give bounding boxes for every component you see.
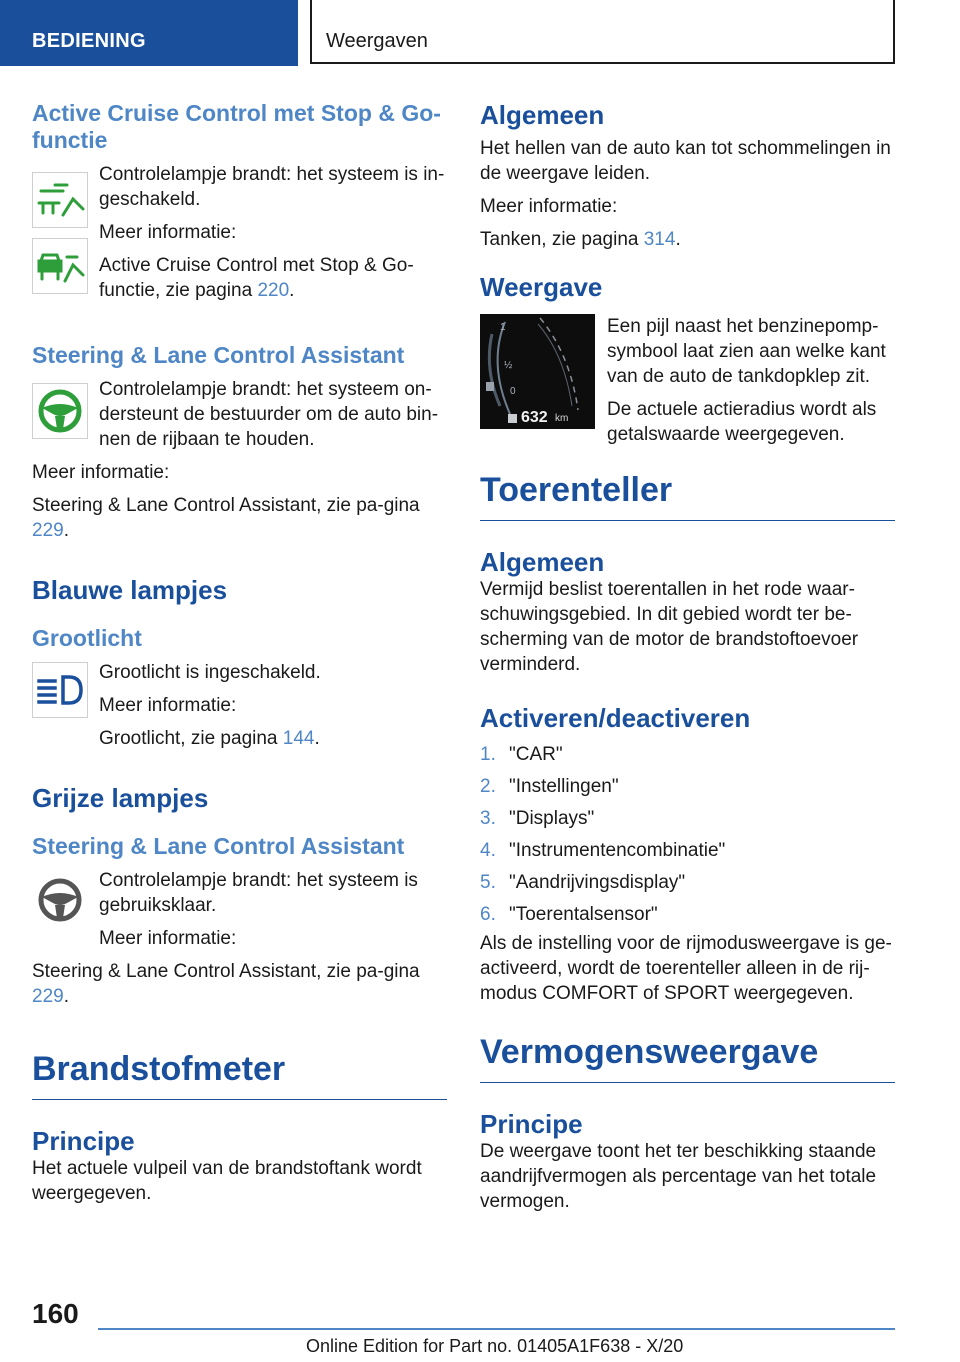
chapter-title: Weergaven: [326, 30, 428, 52]
steering-wheel-grey-icon: [32, 872, 88, 928]
step-text: "CAR": [509, 744, 563, 765]
power-principle-text: De weergave toont het ter beschikking staande aandrijfvermogen als percentage van het totale vermogen.: [480, 1141, 877, 1212]
slca-ref: Steering & Lane Control Assistant, zie pa-gina 229.: [32, 495, 420, 541]
grey-slca-page-link[interactable]: 229: [32, 986, 64, 1007]
gauge-half-mark: ½: [504, 360, 513, 371]
fuel-gauge-image: [480, 314, 595, 429]
step-text: "Displays": [509, 808, 595, 829]
left-column: [32, 100, 447, 1206]
rev-mode-text: Als de instelling voor de rijmodusweergave is ge-activeerd, wordt de toerenteller alleen in de rij-modus COMFORT of SPORT weergegeven.: [480, 933, 892, 1004]
high-beam-heading: Grootlicht: [32, 625, 142, 651]
list-item: [480, 771, 895, 803]
grey-slca-more: Meer informatie:: [99, 928, 237, 949]
section-tab: [0, 0, 298, 66]
right-column: [480, 100, 895, 1214]
acc-block: [32, 162, 447, 302]
slca-page-link[interactable]: 229: [32, 520, 64, 541]
step-number: 6.: [480, 904, 496, 925]
blue-heading: Blauwe lampjes: [32, 575, 228, 605]
fuel-principle-text: Het actuele vulpeil van de brandstoftank wordt weergegeven.: [32, 1158, 422, 1204]
grey-slca-text: Controlelampje brandt: het systeem is gebruiksklaar.: [99, 870, 418, 916]
display-heading: Weergave: [480, 272, 603, 302]
activate-heading: Activeren/deactiveren: [480, 703, 751, 733]
high-beam-text: Grootlicht is ingeschakeld.: [99, 662, 321, 683]
section-title: BEDIENING: [32, 30, 146, 52]
grey-slca-ref: Steering & Lane Control Assistant, zie pa-gina 229.: [32, 961, 420, 1007]
general-more: Meer informatie:: [480, 196, 618, 217]
gauge-range-value: 632: [521, 409, 548, 426]
chapter-tab: [310, 0, 895, 64]
gauge-range-unit: km: [555, 413, 569, 424]
list-item: [480, 739, 895, 771]
acc-text: Controlelampje brandt: het systeem is in-geschakeld.: [99, 164, 445, 210]
high-beam-page-link[interactable]: 144: [282, 728, 315, 749]
general-text: Het hellen van de auto kan tot schommelingen in de weergave leiden.: [480, 138, 891, 184]
grey-slca-heading: Steering & Lane Control Assistant: [32, 833, 405, 859]
slca-heading: Steering & Lane Control Assistant: [32, 342, 405, 368]
step-number: 3.: [480, 808, 496, 829]
rev-general-heading: Algemeen: [480, 547, 605, 577]
steps-list: [480, 739, 895, 931]
acc-active-icon: [32, 238, 88, 294]
footer-divider: [98, 1328, 895, 1330]
rev-counter-heading: Toerenteller: [480, 470, 895, 521]
acc-heading: Active Cruise Control met Stop & Go-functie: [32, 100, 441, 153]
slca-more: Meer informatie:: [32, 462, 170, 483]
step-text: "Toerentalsensor": [509, 904, 658, 925]
list-item: [480, 803, 895, 835]
page-number: 160: [32, 1298, 79, 1329]
gauge-full-mark: 1: [500, 322, 506, 333]
acc-icon: [32, 172, 88, 228]
step-text: "Instellingen": [509, 776, 619, 797]
general-page-link[interactable]: 314: [643, 229, 676, 250]
steering-wheel-icon: [32, 383, 88, 439]
slca-text: Controlelampje brandt: het systeem on-dersteunt de bestuurder om de auto bin-nen de rijbaan te houden.: [99, 379, 439, 450]
high-beam-ref: Grootlicht, zie pagina 144.: [99, 728, 320, 749]
general-ref: Tanken, zie pagina 314.: [480, 229, 681, 250]
display-text-1: Een pijl naast het benzinepomp-symbool laat zien aan welke kant van de auto de tankdopklep zit.: [607, 316, 886, 387]
step-number: 1.: [480, 744, 496, 765]
step-text: "Aandrijvingsdisplay": [509, 872, 686, 893]
high-beam-more: Meer informatie:: [99, 695, 237, 716]
list-item: [480, 867, 895, 899]
list-item: [480, 899, 895, 931]
fuel-gauge-heading: Brandstofmeter: [32, 1049, 447, 1100]
step-number: 2.: [480, 776, 496, 797]
power-display-heading: Vermogensweergave: [480, 1032, 895, 1083]
power-principle-heading: Principe: [480, 1109, 583, 1139]
edition-note: Online Edition for Part no. 01405A1F638 - X/20: [306, 1336, 684, 1356]
general-heading: Algemeen: [480, 100, 605, 130]
acc-ref: Active Cruise Control met Stop & Go-functie, zie pagina 220.: [99, 255, 414, 301]
high-beam-icon: [32, 662, 88, 718]
acc-page-link[interactable]: 220: [257, 280, 290, 301]
step-number: 5.: [480, 872, 496, 893]
fuel-principle-heading: Principe: [32, 1126, 135, 1156]
step-number: 4.: [480, 840, 496, 861]
display-block: [480, 314, 895, 454]
acc-more: Meer informatie:: [99, 222, 237, 243]
grey-heading: Grijze lampjes: [32, 783, 209, 813]
high-beam-block: [32, 660, 447, 751]
display-text-2: De actuele actieradius wordt als getalswaarde weergegeven.: [607, 399, 877, 445]
step-text: "Instrumentencombinatie": [509, 840, 726, 861]
grey-slca-block: [32, 868, 447, 951]
rev-general-text: Vermijd beslist toerentallen in het rode waar-schuwingsgebied. In dit gebied wordt ter be-scherming van de motor de brandstoftoevoer verminderd.: [480, 579, 859, 675]
list-item: [480, 835, 895, 867]
slca-block: [32, 377, 447, 452]
gauge-empty-mark: 0: [510, 386, 516, 397]
